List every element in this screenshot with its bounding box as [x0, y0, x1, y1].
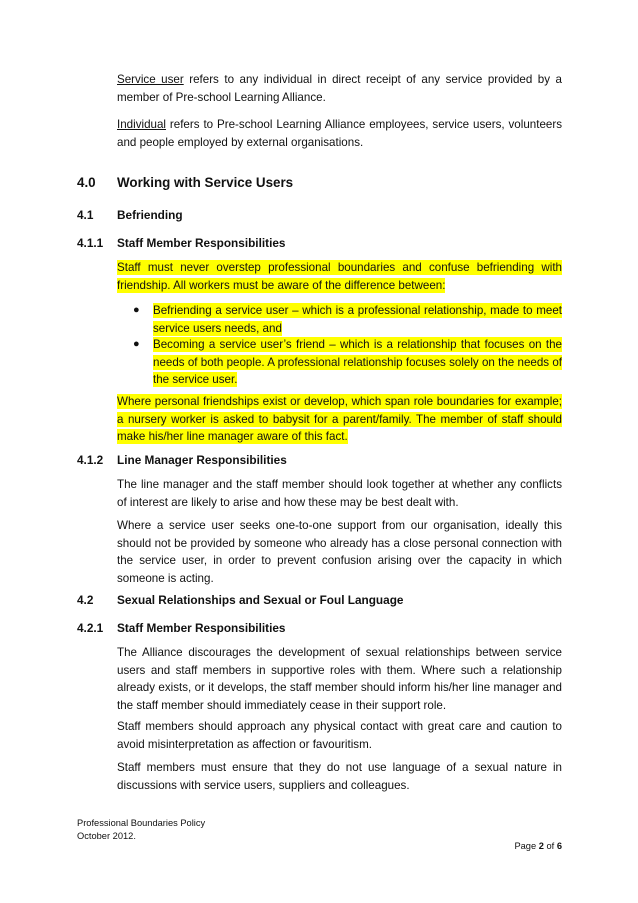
- subsection-title: Line Manager Responsibilities: [117, 453, 287, 467]
- term-service-user: Service user: [117, 73, 184, 86]
- page-current: 2: [538, 841, 544, 851]
- paragraph: [117, 259, 562, 294]
- section-title: Working with Service Users: [117, 175, 294, 190]
- bullet-icon: ●: [133, 338, 140, 350]
- subsection-number: 4.2: [77, 593, 94, 607]
- highlighted-text: Becoming a service user’s friend – which is a relationship that focuses on the needs of both people. A professional relationship focuses solely on the needs of the service user.: [153, 338, 562, 386]
- list-item: [153, 336, 562, 389]
- definition-individual: [117, 116, 562, 151]
- paragraph: Staff members should approach any physical contact with great care and caution to avoid misinterpretation as affection or favouritism.: [117, 720, 562, 751]
- subsection-number: 4.1: [77, 208, 94, 222]
- subsection-title: Befriending: [117, 208, 183, 222]
- subsection-number: 4.2.1: [77, 621, 104, 635]
- page-number: [514, 841, 562, 851]
- highlighted-text: Befriending a service user – which is a professional relationship, made to meet service users needs, and: [153, 304, 562, 335]
- footer-title: Professional Boundaries Policy: [77, 818, 206, 828]
- bullet-icon: ●: [133, 304, 140, 316]
- page-total: 6: [556, 841, 562, 851]
- term-individual: Individual: [117, 118, 166, 131]
- paragraph: The line manager and the staff member should look together at whether any conflicts of interest are likely to arise and how these may be best dealt with.: [117, 478, 562, 509]
- subsection-title: Staff Member Responsibilities: [117, 621, 286, 635]
- definition-text: refers to any individual in direct receipt of any service provided by a member of Pre-school Learning Alliance.: [117, 73, 562, 104]
- subsection-title: Staff Member Responsibilities: [117, 236, 286, 250]
- paragraph: Staff members must ensure that they do not use language of a sexual nature in discussions with service users, suppliers and colleagues.: [117, 761, 562, 792]
- paragraph: [117, 393, 562, 446]
- highlighted-text: Where personal friendships exist or develop, which span role boundaries for example; a nursery worker is asked to babysit for a parent/family. The member of staff should make his/her line manager aware of this fact.: [117, 395, 562, 443]
- page-label: Page: [514, 841, 539, 851]
- subsection-title: Sexual Relationships and Sexual or Foul Language: [117, 593, 404, 607]
- section-number: 4.0: [77, 175, 96, 190]
- highlighted-text: Staff must never overstep professional boundaries and confuse befriending with friendship. All workers must be aware of the difference between:: [117, 261, 562, 292]
- paragraph: Where a service user seeks one-to-one support from our organisation, ideally this should not be provided by someone who already has a close personal connection with the service user, in order to prevent confusion arising over the capacity in which someone is acting.: [117, 519, 562, 585]
- list-item: [153, 302, 562, 337]
- definition-service-user: [117, 71, 562, 106]
- definition-text: refers to Pre-school Learning Alliance employees, service users, volunteers and people employed by external organisations.: [117, 118, 562, 149]
- subsection-number: 4.1.1: [77, 236, 104, 250]
- page-of: of: [543, 841, 557, 851]
- paragraph: The Alliance discourages the development of sexual relationships between service users and staff members in supportive roles with them. Where such a relationship already exists, or it develops, the staff member should inform his/her line manager and the staff member should immediately cease in their support role.: [117, 646, 562, 712]
- subsection-number: 4.1.2: [77, 453, 104, 467]
- footer-date: October 2012.: [77, 831, 136, 841]
